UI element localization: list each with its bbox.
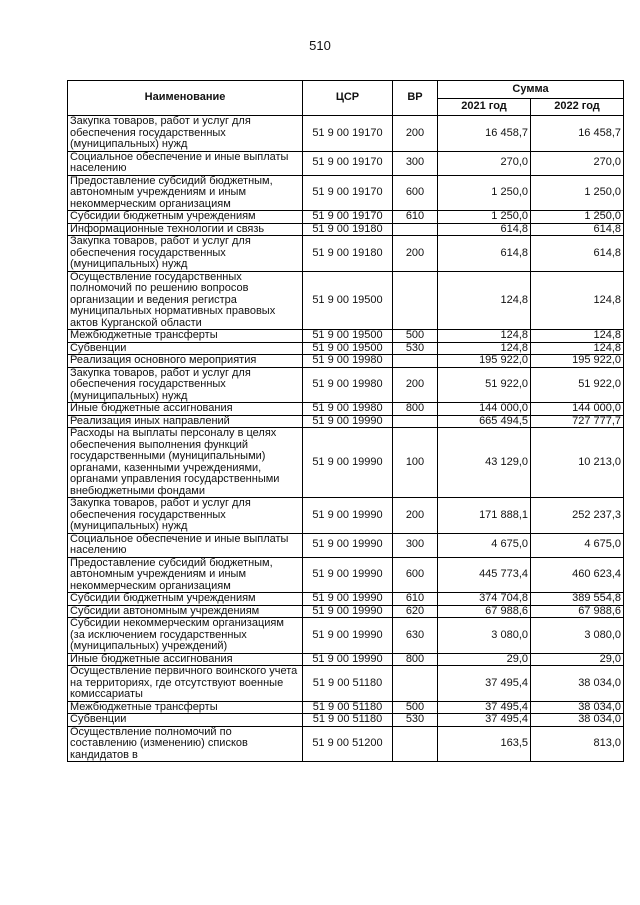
row-sum-2022-cell: 124,8 xyxy=(531,330,624,343)
table-row xyxy=(68,403,624,416)
row-sum-2021-cell: 124,8 xyxy=(438,271,531,330)
row-name-cell: Субсидии бюджетным учреждениям xyxy=(68,211,303,224)
row-sum-2021-cell: 374 704,8 xyxy=(438,593,531,606)
row-sum-2021-cell: 163,5 xyxy=(438,726,531,762)
row-sum-2021-cell: 67 988,6 xyxy=(438,605,531,618)
row-sum-2022-cell: 38 034,0 xyxy=(531,701,624,714)
table-row xyxy=(68,498,624,534)
row-sum-2021-cell: 3 080,0 xyxy=(438,618,531,654)
row-sum-2021-cell: 1 250,0 xyxy=(438,211,531,224)
row-vr-cell: 500 xyxy=(393,330,438,343)
row-sum-2022-cell: 614,8 xyxy=(531,223,624,236)
row-name-cell: Информационные технологии и связь xyxy=(68,223,303,236)
row-name-cell: Субвенции xyxy=(68,342,303,355)
table-row xyxy=(68,605,624,618)
row-csr-cell: 51 9 00 19980 xyxy=(303,403,393,416)
row-sum-2022-cell: 124,8 xyxy=(531,342,624,355)
row-name-cell: Закупка товаров, работ и услуг для обеспечения государственных (муниципальных) нужд xyxy=(68,116,303,152)
row-name-cell: Межбюджетные трансферты xyxy=(68,330,303,343)
header-year-2021: 2021 год xyxy=(438,99,531,116)
row-sum-2022-cell: 813,0 xyxy=(531,726,624,762)
row-vr-cell: 530 xyxy=(393,714,438,727)
table-body xyxy=(68,116,624,762)
header-vr: ВР xyxy=(393,81,438,116)
row-name-cell: Иные бюджетные ассигнования xyxy=(68,403,303,416)
row-sum-2021-cell: 665 494,5 xyxy=(438,415,531,428)
row-csr-cell: 51 9 00 19990 xyxy=(303,533,393,557)
row-sum-2021-cell: 4 675,0 xyxy=(438,533,531,557)
row-csr-cell: 51 9 00 19990 xyxy=(303,653,393,666)
row-sum-2022-cell: 614,8 xyxy=(531,236,624,272)
table-row xyxy=(68,618,624,654)
row-csr-cell: 51 9 00 19990 xyxy=(303,593,393,606)
row-sum-2022-cell: 389 554,8 xyxy=(531,593,624,606)
row-csr-cell: 51 9 00 19990 xyxy=(303,618,393,654)
row-csr-cell: 51 9 00 19170 xyxy=(303,175,393,211)
row-sum-2022-cell: 1 250,0 xyxy=(531,175,624,211)
table-row xyxy=(68,271,624,330)
table-row xyxy=(68,367,624,403)
row-name-cell: Субсидии автономным учреждениям xyxy=(68,605,303,618)
row-sum-2022-cell: 29,0 xyxy=(531,653,624,666)
row-csr-cell: 51 9 00 19980 xyxy=(303,355,393,368)
row-name-cell: Межбюджетные трансферты xyxy=(68,701,303,714)
table-header xyxy=(68,81,624,116)
table-row xyxy=(68,175,624,211)
row-vr-cell xyxy=(393,415,438,428)
row-name-cell: Предоставление субсидий бюджетным, автономным учреждениям и иным некоммерческим организациям xyxy=(68,557,303,593)
row-vr-cell: 630 xyxy=(393,618,438,654)
table-row xyxy=(68,223,624,236)
page-number: 510 xyxy=(309,38,331,53)
table-row xyxy=(68,593,624,606)
row-sum-2022-cell: 124,8 xyxy=(531,271,624,330)
row-vr-cell: 800 xyxy=(393,403,438,416)
row-csr-cell: 51 9 00 19180 xyxy=(303,236,393,272)
row-csr-cell: 51 9 00 19990 xyxy=(303,605,393,618)
row-csr-cell: 51 9 00 19500 xyxy=(303,342,393,355)
row-name-cell: Осуществление полномочий по составлению (изменению) списков кандидатов в xyxy=(68,726,303,762)
row-sum-2021-cell: 445 773,4 xyxy=(438,557,531,593)
row-sum-2022-cell: 51 922,0 xyxy=(531,367,624,403)
row-name-cell: Социальное обеспечение и иные выплаты населению xyxy=(68,151,303,175)
row-vr-cell: 300 xyxy=(393,151,438,175)
table-row xyxy=(68,701,624,714)
row-vr-cell: 800 xyxy=(393,653,438,666)
row-sum-2022-cell: 3 080,0 xyxy=(531,618,624,654)
row-vr-cell xyxy=(393,726,438,762)
row-sum-2022-cell: 4 675,0 xyxy=(531,533,624,557)
row-csr-cell: 51 9 00 19990 xyxy=(303,557,393,593)
row-name-cell: Осуществление государственных полномочий по решению вопросов организации и ведения регистра муниципальных нормативных правовых актов Курганской области xyxy=(68,271,303,330)
row-sum-2021-cell: 124,8 xyxy=(438,342,531,355)
row-vr-cell xyxy=(393,271,438,330)
row-csr-cell: 51 9 00 51180 xyxy=(303,666,393,702)
row-vr-cell xyxy=(393,223,438,236)
row-vr-cell: 610 xyxy=(393,593,438,606)
budget-table xyxy=(67,80,624,762)
table-row xyxy=(68,236,624,272)
row-vr-cell xyxy=(393,355,438,368)
table-row xyxy=(68,355,624,368)
row-sum-2021-cell: 43 129,0 xyxy=(438,428,531,498)
row-sum-2021-cell: 144 000,0 xyxy=(438,403,531,416)
row-sum-2021-cell: 270,0 xyxy=(438,151,531,175)
table-row xyxy=(68,151,624,175)
table-row xyxy=(68,726,624,762)
header-year-2022: 2022 год xyxy=(531,99,624,116)
row-sum-2021-cell: 51 922,0 xyxy=(438,367,531,403)
row-sum-2022-cell: 1 250,0 xyxy=(531,211,624,224)
row-vr-cell: 200 xyxy=(393,236,438,272)
row-name-cell: Закупка товаров, работ и услуг для обеспечения государственных (муниципальных) нужд xyxy=(68,498,303,534)
row-sum-2022-cell: 38 034,0 xyxy=(531,666,624,702)
table-row xyxy=(68,116,624,152)
row-csr-cell: 51 9 00 19500 xyxy=(303,330,393,343)
row-vr-cell: 300 xyxy=(393,533,438,557)
row-vr-cell: 610 xyxy=(393,211,438,224)
row-csr-cell: 51 9 00 19500 xyxy=(303,271,393,330)
row-sum-2022-cell: 727 777,7 xyxy=(531,415,624,428)
row-name-cell: Субсидии бюджетным учреждениям xyxy=(68,593,303,606)
row-sum-2021-cell: 614,8 xyxy=(438,236,531,272)
table-row xyxy=(68,428,624,498)
row-csr-cell: 51 9 00 19980 xyxy=(303,367,393,403)
row-sum-2021-cell: 16 458,7 xyxy=(438,116,531,152)
table-row xyxy=(68,557,624,593)
row-name-cell: Субсидии некоммерческим организациям (за исключением государственных (муниципальных) учреждений) xyxy=(68,618,303,654)
row-name-cell: Иные бюджетные ассигнования xyxy=(68,653,303,666)
row-name-cell: Субвенции xyxy=(68,714,303,727)
row-csr-cell: 51 9 00 19990 xyxy=(303,428,393,498)
table-row xyxy=(68,211,624,224)
row-name-cell: Реализация основного мероприятия xyxy=(68,355,303,368)
row-sum-2022-cell: 252 237,3 xyxy=(531,498,624,534)
row-sum-2022-cell: 16 458,7 xyxy=(531,116,624,152)
table-row xyxy=(68,533,624,557)
table-row xyxy=(68,415,624,428)
row-vr-cell: 100 xyxy=(393,428,438,498)
row-vr-cell xyxy=(393,666,438,702)
row-name-cell: Социальное обеспечение и иные выплаты населению xyxy=(68,533,303,557)
row-sum-2021-cell: 614,8 xyxy=(438,223,531,236)
row-sum-2021-cell: 29,0 xyxy=(438,653,531,666)
row-vr-cell: 500 xyxy=(393,701,438,714)
table-row xyxy=(68,330,624,343)
header-name: Наименование xyxy=(68,81,303,116)
header-csr: ЦСР xyxy=(303,81,393,116)
row-name-cell: Предоставление субсидий бюджетным, автономным учреждениям и иным некоммерческим организациям xyxy=(68,175,303,211)
row-name-cell: Закупка товаров, работ и услуг для обеспечения государственных (муниципальных) нужд xyxy=(68,367,303,403)
row-name-cell: Реализация иных направлений xyxy=(68,415,303,428)
header-sum: Сумма xyxy=(438,81,624,99)
row-csr-cell: 51 9 00 51200 xyxy=(303,726,393,762)
row-vr-cell: 620 xyxy=(393,605,438,618)
row-sum-2022-cell: 38 034,0 xyxy=(531,714,624,727)
row-sum-2021-cell: 37 495,4 xyxy=(438,714,531,727)
row-csr-cell: 51 9 00 19990 xyxy=(303,498,393,534)
row-csr-cell: 51 9 00 19170 xyxy=(303,151,393,175)
table-row xyxy=(68,342,624,355)
row-sum-2021-cell: 171 888,1 xyxy=(438,498,531,534)
row-csr-cell: 51 9 00 51180 xyxy=(303,701,393,714)
row-vr-cell: 200 xyxy=(393,367,438,403)
table-row xyxy=(68,653,624,666)
row-sum-2021-cell: 37 495,4 xyxy=(438,701,531,714)
row-vr-cell: 200 xyxy=(393,498,438,534)
row-csr-cell: 51 9 00 19990 xyxy=(303,415,393,428)
row-sum-2022-cell: 460 623,4 xyxy=(531,557,624,593)
row-csr-cell: 51 9 00 19170 xyxy=(303,211,393,224)
row-vr-cell: 600 xyxy=(393,175,438,211)
row-name-cell: Закупка товаров, работ и услуг для обеспечения государственных (муниципальных) нужд xyxy=(68,236,303,272)
row-csr-cell: 51 9 00 51180 xyxy=(303,714,393,727)
row-sum-2022-cell: 10 213,0 xyxy=(531,428,624,498)
table-row xyxy=(68,666,624,702)
row-sum-2022-cell: 67 988,6 xyxy=(531,605,624,618)
row-csr-cell: 51 9 00 19170 xyxy=(303,116,393,152)
row-vr-cell: 530 xyxy=(393,342,438,355)
row-csr-cell: 51 9 00 19180 xyxy=(303,223,393,236)
row-sum-2022-cell: 144 000,0 xyxy=(531,403,624,416)
row-vr-cell: 600 xyxy=(393,557,438,593)
table-row xyxy=(68,714,624,727)
row-vr-cell: 200 xyxy=(393,116,438,152)
row-sum-2021-cell: 195 922,0 xyxy=(438,355,531,368)
row-name-cell: Осуществление первичного воинского учета на территориях, где отсутствуют военные комиссариаты xyxy=(68,666,303,702)
row-sum-2021-cell: 124,8 xyxy=(438,330,531,343)
row-sum-2022-cell: 195 922,0 xyxy=(531,355,624,368)
row-sum-2022-cell: 270,0 xyxy=(531,151,624,175)
row-sum-2021-cell: 1 250,0 xyxy=(438,175,531,211)
row-name-cell: Расходы на выплаты персоналу в целях обеспечения выполнения функций государственными (муниципальными) органами, казенными учреждениями, органами управления государственными внебюджетными фондами xyxy=(68,428,303,498)
row-sum-2021-cell: 37 495,4 xyxy=(438,666,531,702)
